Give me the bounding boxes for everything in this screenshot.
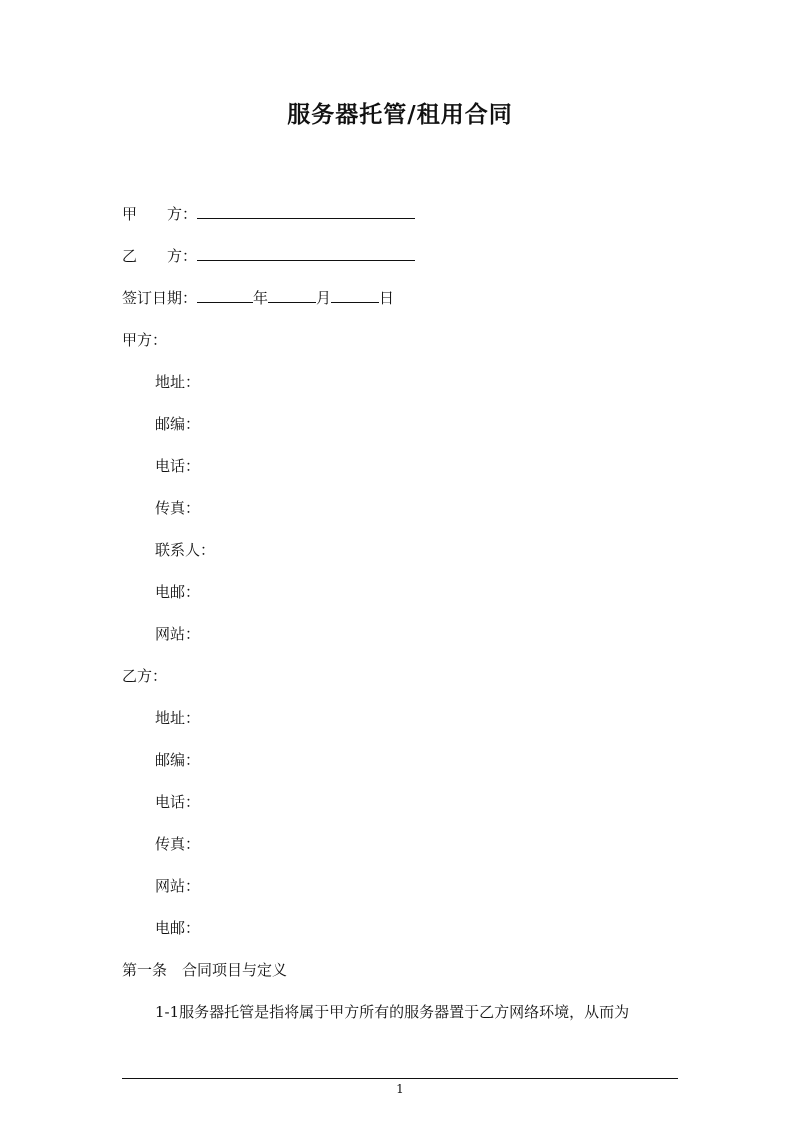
party-b-heading: 乙方： bbox=[122, 667, 168, 685]
day-label: 日 bbox=[379, 289, 395, 307]
party-a-website-label: 网站： bbox=[155, 625, 201, 643]
month-blank[interactable] bbox=[268, 288, 316, 303]
party-a-signature-line bbox=[122, 204, 415, 224]
party-a-heading: 甲方： bbox=[122, 331, 168, 349]
month-label: 月 bbox=[316, 289, 332, 307]
year-label: 年 bbox=[253, 289, 269, 307]
sign-date-line bbox=[122, 288, 394, 308]
party-b-signature-line bbox=[122, 246, 415, 266]
footer-divider bbox=[122, 1078, 678, 1079]
party-a-phone-label: 电话： bbox=[155, 457, 201, 475]
party-b-address-label: 地址： bbox=[155, 709, 201, 727]
party-a-label-suffix: 方： bbox=[167, 205, 198, 223]
party-b-blank[interactable] bbox=[197, 246, 415, 261]
party-b-postcode-label: 邮编： bbox=[155, 751, 201, 769]
party-a-fax-label: 传真： bbox=[155, 499, 201, 517]
party-b-website-label: 网站： bbox=[155, 877, 201, 895]
party-b-phone-label: 电话： bbox=[155, 793, 201, 811]
year-blank[interactable] bbox=[197, 288, 253, 303]
party-a-label-char: 甲 bbox=[122, 205, 138, 223]
party-b-label-char: 乙 bbox=[122, 247, 138, 265]
party-a-blank[interactable] bbox=[197, 204, 415, 219]
party-b-label-suffix: 方： bbox=[167, 247, 198, 265]
party-a-address-label: 地址： bbox=[155, 373, 201, 391]
page-number: 1 bbox=[396, 1082, 404, 1096]
clause-1-1-text: 1-1服务器托管是指将属于甲方所有的服务器置于乙方网络环境，从而为 bbox=[155, 1003, 630, 1021]
party-a-postcode-label: 邮编： bbox=[155, 415, 201, 433]
party-b-email-label: 电邮： bbox=[155, 919, 201, 937]
party-a-email-label: 电邮： bbox=[155, 583, 201, 601]
article-1-heading: 第一条 合同项目与定义 bbox=[122, 961, 288, 979]
party-a-contact-label: 联系人： bbox=[155, 541, 216, 559]
party-b-fax-label: 传真： bbox=[155, 835, 201, 853]
document-title: 服务器托管/租用合同 bbox=[287, 101, 513, 128]
day-blank[interactable] bbox=[331, 288, 379, 303]
sign-date-label: 签订日期： bbox=[122, 289, 198, 307]
